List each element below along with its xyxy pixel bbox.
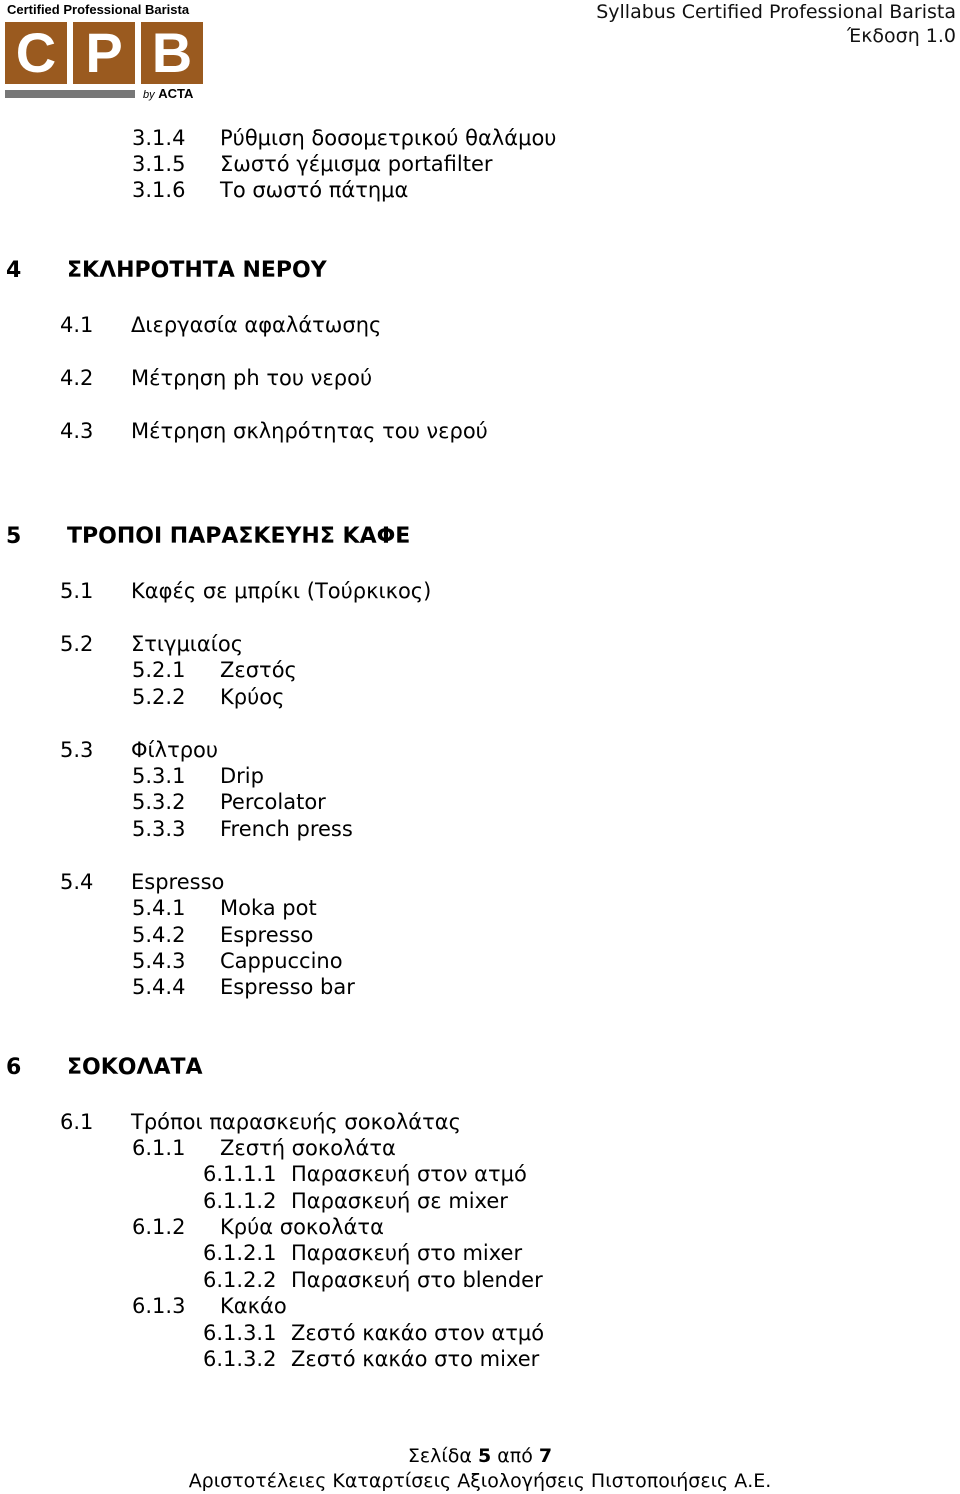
toc-number: 4.1 — [60, 313, 94, 337]
page-header — [0, 0, 960, 110]
toc-number: 5.4.4 — [132, 975, 186, 999]
toc-text: Κρύος — [220, 685, 285, 709]
toc-text: French press — [220, 817, 353, 841]
toc-number: 6.1.2.2 — [203, 1268, 277, 1292]
toc-number: 6.1.2 — [132, 1215, 186, 1239]
company-name: Αριστοτέλειες Καταρτίσεις Αξιολογήσεις Πιστοποιήσεις Α.Ε. — [188, 1470, 772, 1492]
logo-letter-p: P — [73, 22, 135, 84]
toc-item — [132, 816, 353, 842]
toc-number: 5 — [6, 524, 22, 549]
toc-text: Espresso — [131, 870, 225, 894]
toc-text: Ζεστός — [220, 658, 297, 682]
toc-number: 4.3 — [60, 419, 94, 443]
toc-text: Παρασκευή στο blender — [291, 1268, 543, 1292]
toc-chapter — [6, 524, 410, 550]
page-footer — [0, 1444, 960, 1494]
toc-item — [60, 869, 224, 895]
logo-letter-b: B — [141, 22, 203, 84]
toc-number: 6.1 — [60, 1110, 94, 1134]
toc-item — [132, 125, 556, 151]
toc-item — [132, 657, 297, 683]
toc-text: Κακάο — [220, 1294, 287, 1318]
toc-number: 5.2.1 — [132, 658, 186, 682]
toc-item — [132, 151, 493, 177]
logo-brand: ACTA — [158, 86, 194, 101]
document-title: Syllabus Certified Professional Barista — [596, 1, 956, 23]
logo-by: by — [143, 89, 155, 101]
toc-text: Moka pot — [220, 896, 317, 920]
toc-item — [203, 1240, 522, 1266]
toc-text: ΣΟΚΟΛΑΤΑ — [67, 1055, 203, 1080]
toc-number: 6.1.2.1 — [203, 1241, 277, 1265]
toc-text: Cappuccino — [220, 949, 343, 973]
toc-text: Τρόποι παρασκευής σοκολάτας — [131, 1110, 461, 1134]
toc-text: Παρασκευή στον ατμό — [291, 1162, 527, 1186]
toc-item — [203, 1346, 539, 1372]
logo-top-text: Certified Professional Barista — [7, 2, 190, 17]
toc-number: 3.1.4 — [132, 126, 186, 150]
toc-item — [132, 789, 326, 815]
toc-number: 4.2 — [60, 366, 94, 390]
logo-letter-c: C — [5, 22, 67, 84]
toc-number: 4 — [6, 258, 22, 283]
toc-number: 5.3.1 — [132, 764, 186, 788]
toc-item — [203, 1267, 543, 1293]
document-meta — [596, 0, 956, 48]
toc-item — [132, 895, 317, 921]
toc-text: ΤΡΟΠΟΙ ΠΑΡΑΣΚΕΥΗΣ ΚΑΦΕ — [67, 524, 411, 549]
logo-bar — [5, 90, 135, 98]
toc-text: Καφές σε μπρίκι (Τούρκικος) — [131, 579, 432, 603]
toc-number: 6.1.3.2 — [203, 1347, 277, 1371]
toc-item — [203, 1161, 527, 1187]
document-version: Έκδοση 1.0 — [847, 25, 956, 47]
toc-text: Drip — [220, 764, 264, 788]
page-current: 5 — [478, 1445, 492, 1467]
toc-number: 3.1.6 — [132, 178, 186, 202]
toc-item — [60, 365, 372, 391]
toc-number: 5.4 — [60, 870, 94, 894]
toc-text: Διεργασία αφαλάτωσης — [131, 313, 382, 337]
toc-item — [132, 1214, 384, 1240]
toc-text: Μέτρηση ph του νερού — [131, 366, 373, 390]
toc-item — [132, 1293, 287, 1319]
toc-number: 5.3.3 — [132, 817, 186, 841]
toc-text: Παρασκευή στο mixer — [291, 1241, 523, 1265]
toc-number: 5.3 — [60, 738, 94, 762]
toc-number: 5.3.2 — [132, 790, 186, 814]
toc-chapter — [6, 258, 327, 284]
cpb-logo — [5, 2, 205, 102]
logo-byline — [143, 86, 193, 101]
toc-text: Ζεστό κακάο στο mixer — [291, 1347, 540, 1371]
toc-text: Φίλτρου — [131, 738, 219, 762]
toc-item — [60, 737, 218, 763]
toc-item — [60, 312, 381, 338]
toc-text: Στιγμιαίος — [131, 632, 244, 656]
toc-number: 6.1.1.2 — [203, 1189, 277, 1213]
page-indicator — [0, 1444, 960, 1469]
toc-item — [132, 763, 264, 789]
toc-text: Percolator — [220, 790, 326, 814]
toc-text: Ρύθμιση δοσομετρικού θαλάμου — [220, 126, 557, 150]
toc-item — [60, 418, 488, 444]
toc-text: Μέτρηση σκληρότητας του νερού — [131, 419, 488, 443]
toc-number: 6.1.3 — [132, 1294, 186, 1318]
toc-item — [132, 1135, 396, 1161]
toc-item — [203, 1320, 544, 1346]
toc-item — [132, 684, 284, 710]
toc-number: 6.1.1.1 — [203, 1162, 277, 1186]
toc-item — [132, 948, 343, 974]
toc-item — [60, 1109, 461, 1135]
toc-number: 6.1.3.1 — [203, 1321, 277, 1345]
toc-item — [60, 631, 243, 657]
toc-number: 3.1.5 — [132, 152, 186, 176]
toc-number: 5.1 — [60, 579, 94, 603]
toc-text: Το σωστό πάτημα — [220, 178, 409, 202]
toc-number: 5.4.1 — [132, 896, 186, 920]
toc-number: 5.4.2 — [132, 923, 186, 947]
toc-text: Espresso — [220, 923, 314, 947]
toc-text: Espresso bar — [220, 975, 355, 999]
toc-text: ΣΚΛΗΡΟΤΗΤΑ ΝΕΡΟΥ — [67, 258, 327, 283]
toc-number: 6 — [6, 1055, 22, 1080]
toc-item — [132, 922, 313, 948]
toc-item — [60, 578, 431, 604]
page-of: από — [497, 1445, 533, 1467]
toc-text: Παρασκευή σε mixer — [291, 1189, 508, 1213]
toc-number: 5.4.3 — [132, 949, 186, 973]
toc-text: Κρύα σοκολάτα — [220, 1215, 384, 1239]
page-word: Σελίδα — [407, 1445, 472, 1467]
page-total: 7 — [538, 1445, 553, 1467]
toc-item — [132, 177, 408, 203]
toc-number: 5.2 — [60, 632, 94, 656]
toc-chapter — [6, 1055, 203, 1081]
toc-item — [132, 974, 355, 1000]
toc-number: 6.1.1 — [132, 1136, 186, 1160]
toc-number: 5.2.2 — [132, 685, 186, 709]
toc-text: Ζεστή σοκολάτα — [220, 1136, 396, 1160]
toc-text: Σωστό γέμισμα portafilter — [220, 152, 493, 176]
toc-item — [203, 1188, 508, 1214]
toc-text: Ζεστό κακάο στον ατμό — [291, 1321, 545, 1345]
